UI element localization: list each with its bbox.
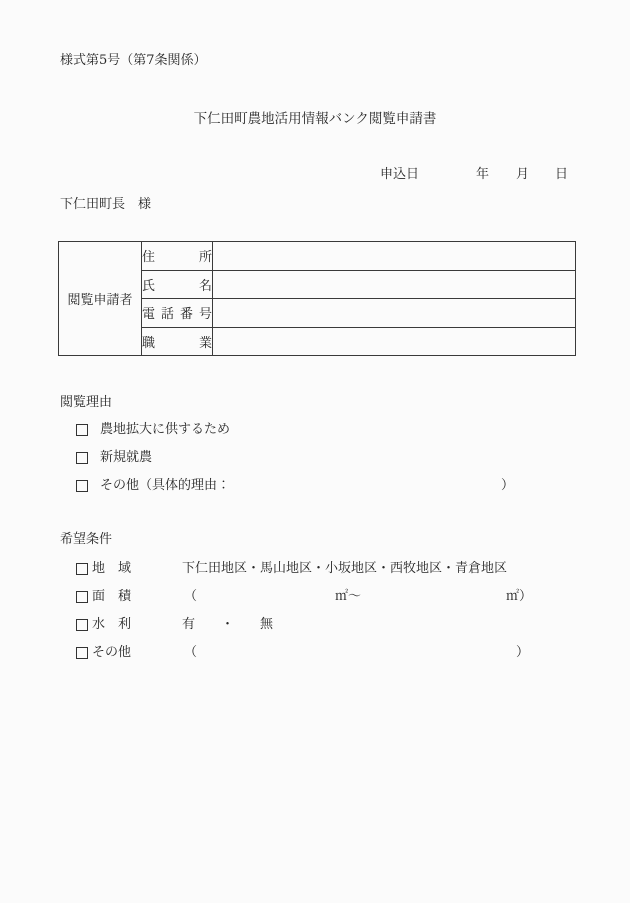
expand-farmland-checkbox[interactable] [76,424,88,436]
address-label: 住 所 [142,242,213,271]
other-reason-checkbox[interactable] [76,480,88,492]
page-title: 下仁田町農地活用情報バンク閲覧申請書 [193,111,437,127]
other-condition-checkbox[interactable] [76,647,88,659]
name-input-cell[interactable] [213,270,576,299]
name-label: 氏 名 [142,270,213,299]
condition-item-label: 地 域 [92,561,132,576]
new-farming-checkbox[interactable] [76,452,88,464]
water-options: 有 ・ 無 [182,617,274,632]
condition-item-area [0,588,630,606]
area-checkbox[interactable] [76,591,88,603]
reason-item-label: 新規就農 [100,450,153,465]
phone-label: 電話番号 [142,299,213,328]
region-checkbox[interactable] [76,563,88,575]
applicant-table-header: 閲覧申請者 [59,242,142,356]
application-date-label: 申込日 [380,167,420,182]
application-date-line [0,166,630,184]
area-open-paren: （ [184,589,198,604]
occupation-input-cell[interactable] [213,327,576,356]
reason-item-new-farming [0,449,630,467]
phone-input-cell[interactable] [213,299,576,328]
applicant-table [58,241,576,356]
water-checkbox[interactable] [76,619,88,631]
region-options: 下仁田地区・馬山地区・小坂地区・西牧地区・青倉地区 [182,561,508,576]
date-month-unit: 月 [516,167,530,182]
occupation-label: 職 業 [142,327,213,356]
area-unit-to-close: ㎡） [506,589,533,604]
address-input-cell[interactable] [213,242,576,271]
reason-other-close-paren: ） [501,478,515,493]
conditions-section-heading: 希望条件 [60,532,113,547]
addressee: 下仁田町長 様 [60,197,152,212]
condition-item-region [0,560,630,578]
table-row [59,242,576,271]
date-year-unit: 年 [476,167,490,182]
reason-item-expand-farmland [0,421,630,439]
other-condition-close-paren: ） [516,645,530,660]
date-day-unit: 日 [555,167,569,182]
reason-item-label: その他（具体的理由： [100,478,231,493]
condition-item-water [0,616,630,634]
reason-item-label: 農地拡大に供するため [100,422,231,437]
condition-item-label: その他 [92,645,132,660]
reason-item-other [0,477,630,495]
condition-item-label: 水 利 [92,617,132,632]
condition-item-other [0,644,630,662]
area-unit-from: ㎡～ [335,589,362,604]
condition-item-label: 面 積 [92,589,132,604]
reason-section-heading: 閲覧理由 [60,395,113,410]
other-condition-open-paren: （ [184,645,198,660]
form-number: 様式第5号（第7条関係） [60,53,207,68]
